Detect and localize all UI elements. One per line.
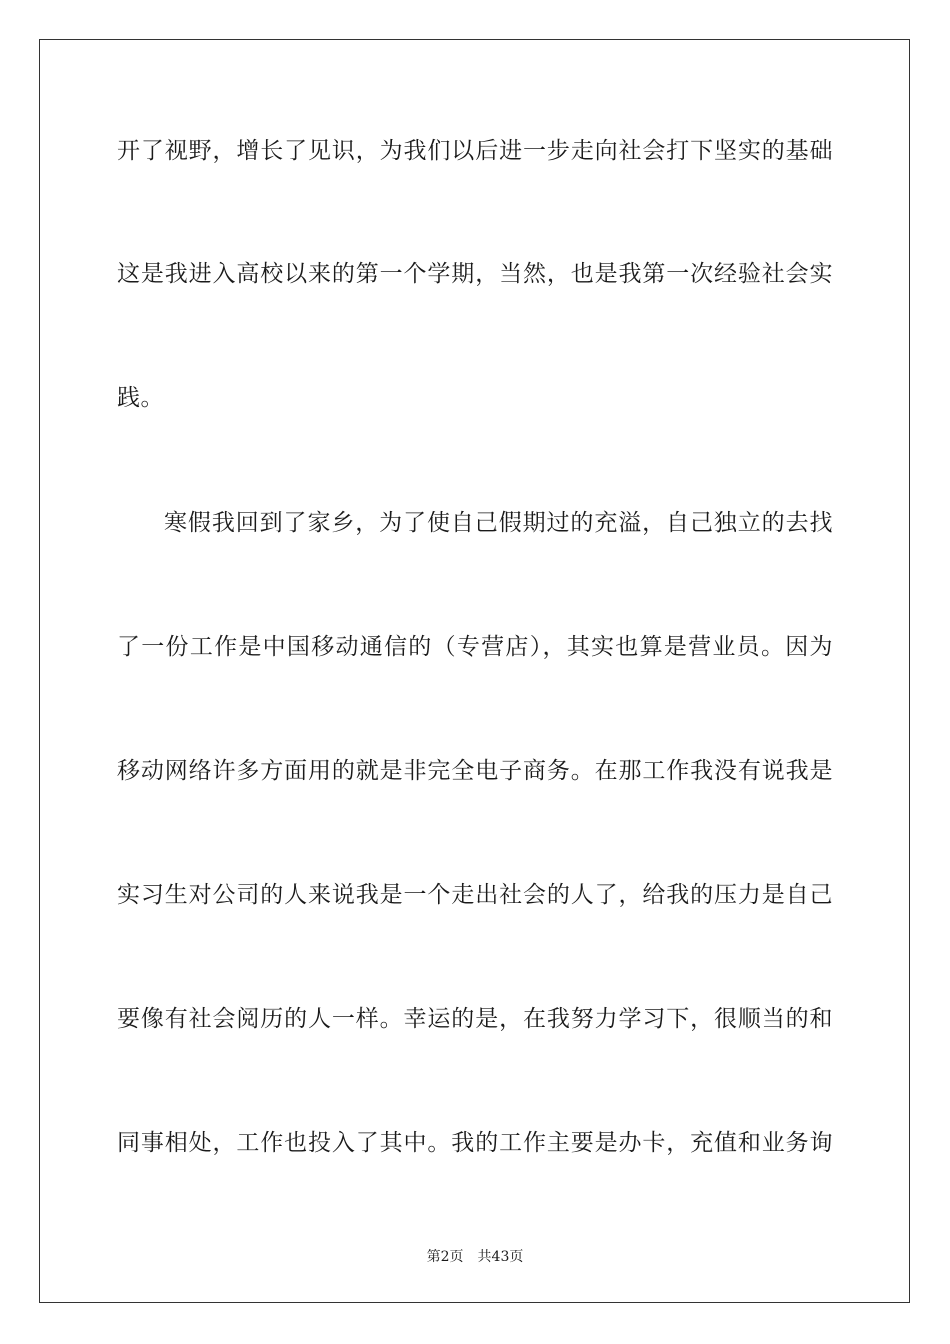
total-pages: 共43页 <box>477 1249 524 1265</box>
text-line-1: 开了视野，增长了见识，为我们以后进一步走向社会打下坚实的基础 <box>117 138 833 164</box>
text-line-4-paragraph-start: 寒假我回到了家乡，为了使自己假期过的充溢，自己独立的去找 <box>164 510 833 536</box>
text-line-8: 要像有社会阅历的人一样。幸运的是，在我努力学习下，很顺当的和 <box>117 1006 833 1032</box>
text-line-6: 移动网络许多方面用的就是非完全电子商务。在那工作我没有说我是 <box>117 758 833 784</box>
text-line-2: 这是我进入高校以来的第一个学期，当然，也是我第一次经验社会实 <box>117 261 833 287</box>
text-line-3: 践。 <box>117 385 164 411</box>
page-number: 第2页 <box>426 1249 464 1265</box>
text-line-7: 实习生对公司的人来说我是一个走出社会的人了，给我的压力是自己 <box>117 882 833 908</box>
text-line-9: 同事相处，工作也投入了其中。我的工作主要是办卡，充值和业务询 <box>117 1130 833 1156</box>
page-border <box>39 39 910 1303</box>
text-line-5: 了一份工作是中国移动通信的（专营店），其实也算是营业员。因为 <box>117 634 833 660</box>
page-footer <box>0 1248 950 1266</box>
